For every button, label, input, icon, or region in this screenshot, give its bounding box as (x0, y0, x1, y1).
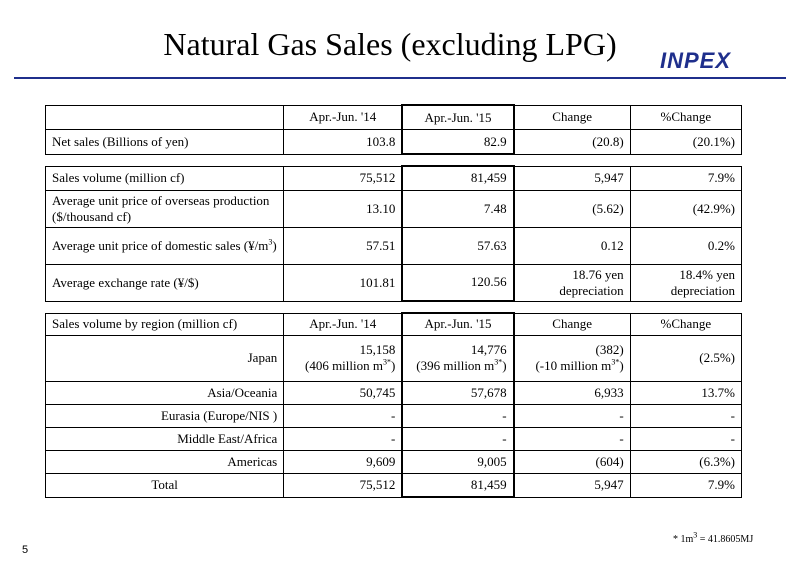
table-header-row (46, 105, 742, 130)
cell-v14: 75,512 (284, 473, 403, 497)
cell-change: 6,933 (514, 381, 631, 404)
table-row-japan (46, 335, 742, 381)
cell-change: (20.8) (514, 130, 631, 155)
cell-change: (604) (514, 450, 631, 473)
page-number: 5 (22, 544, 29, 556)
cell-v14: 103.8 (284, 130, 403, 155)
cell-change: 5,947 (514, 166, 631, 190)
cell-pct: - (630, 404, 741, 427)
cell-pct: 13.7% (630, 381, 741, 404)
sales-by-region-table (45, 312, 742, 498)
header-apr-jun-14: Apr.-Jun. '14 (284, 313, 403, 335)
row-label: Asia/Oceania (46, 381, 284, 404)
cell-v14: - (284, 427, 403, 450)
net-sales-table (45, 104, 742, 155)
footnote: * $1m^3 = 41.8605MJ$ (673, 530, 754, 545)
cell-change: (5.62) (514, 190, 631, 227)
cell-v15: 81,459 (402, 166, 513, 190)
table-row (46, 450, 742, 473)
cell-v15: 81,459 (402, 473, 513, 497)
title-rule (14, 77, 786, 79)
row-label: Average unit price of overseas production ($/thousand cf) (46, 190, 284, 227)
inpex-logo: INPEX (660, 48, 732, 73)
header-apr-jun-14: Apr.-Jun. '14 (284, 105, 403, 130)
header-change: Change (514, 313, 631, 335)
row-label: Total (46, 473, 284, 497)
table-row (46, 227, 742, 264)
cell-v14: 9,609 (284, 450, 403, 473)
cell-v15: - (402, 427, 513, 450)
table-row (46, 427, 742, 450)
table-row (46, 381, 742, 404)
cell-pct: 7.9% (630, 166, 741, 190)
cell-change: - (514, 404, 631, 427)
cell-v15: 57,678 (402, 381, 513, 404)
cell-change: - (514, 427, 631, 450)
cell-v14: 13.10 (284, 190, 403, 227)
row-label: Americas (46, 450, 284, 473)
header-change: Change (514, 105, 631, 130)
cell-pct: (42.9%) (630, 190, 741, 227)
cell-change: (382) (-10 million $m^{3*}$) (514, 335, 631, 381)
cell-v14: 50,745 (284, 381, 403, 404)
row-label: Average exchange rate (¥/$) (46, 264, 284, 301)
table-row (46, 190, 742, 227)
row-label: Middle East/Africa (46, 427, 284, 450)
cell-v14: 75,512 (284, 166, 403, 190)
row-label: Average unit price of domestic sales $(¥/m^3)$ (46, 227, 284, 264)
cell-v15: - (402, 404, 513, 427)
header-blank (46, 105, 284, 130)
cell-change: 5,947 (514, 473, 631, 497)
cell-v15: 9,005 (402, 450, 513, 473)
cell-v15: 120.56 (402, 264, 513, 301)
row-label: Eurasia (Europe/NIS ) (46, 404, 284, 427)
cell-pct: 0.2% (630, 227, 741, 264)
cell-v14: 101.81 (284, 264, 403, 301)
row-label: Sales volume (million cf) (46, 166, 284, 190)
header-pct-change: %Change (630, 313, 741, 335)
header-pct-change: %Change (630, 105, 741, 130)
cell-v14: - (284, 404, 403, 427)
table-row-total (46, 473, 742, 497)
row-label: Net sales (Billions of yen) (46, 130, 284, 155)
table-row (46, 264, 742, 301)
cell-pct: - (630, 427, 741, 450)
table-row (46, 166, 742, 190)
header-apr-jun-15: Apr.-Jun. '15 (402, 105, 513, 130)
sales-metrics-table (45, 165, 742, 302)
cell-pct: (6.3%) (630, 450, 741, 473)
table-row (46, 404, 742, 427)
cell-pct: 7.9% (630, 473, 741, 497)
cell-v15: 82.9 (402, 130, 513, 155)
page-title: Natural Gas Sales (excluding LPG) (163, 26, 617, 62)
header-region: Sales volume by region (million cf) (46, 313, 284, 335)
cell-pct: 18.4% yen depreciation (630, 264, 741, 301)
cell-change: 18.76 yen depreciation (514, 264, 631, 301)
header-apr-jun-15: Apr.-Jun. '15 (402, 313, 513, 335)
table-header-row (46, 313, 742, 335)
cell-v15: 7.48 (402, 190, 513, 227)
table-row (46, 130, 742, 155)
cell-v14: 57.51 (284, 227, 403, 264)
cell-pct: (20.1%) (630, 130, 741, 155)
cell-change: 0.12 (514, 227, 631, 264)
row-label: Japan (46, 335, 284, 381)
cell-v15: 14,776 (396 million $m^{3*}$) (402, 335, 513, 381)
cell-v15: 57.63 (402, 227, 513, 264)
cell-v14: 15,158 (406 million $m^{3*}$) (284, 335, 403, 381)
cell-pct: (2.5%) (630, 335, 741, 381)
